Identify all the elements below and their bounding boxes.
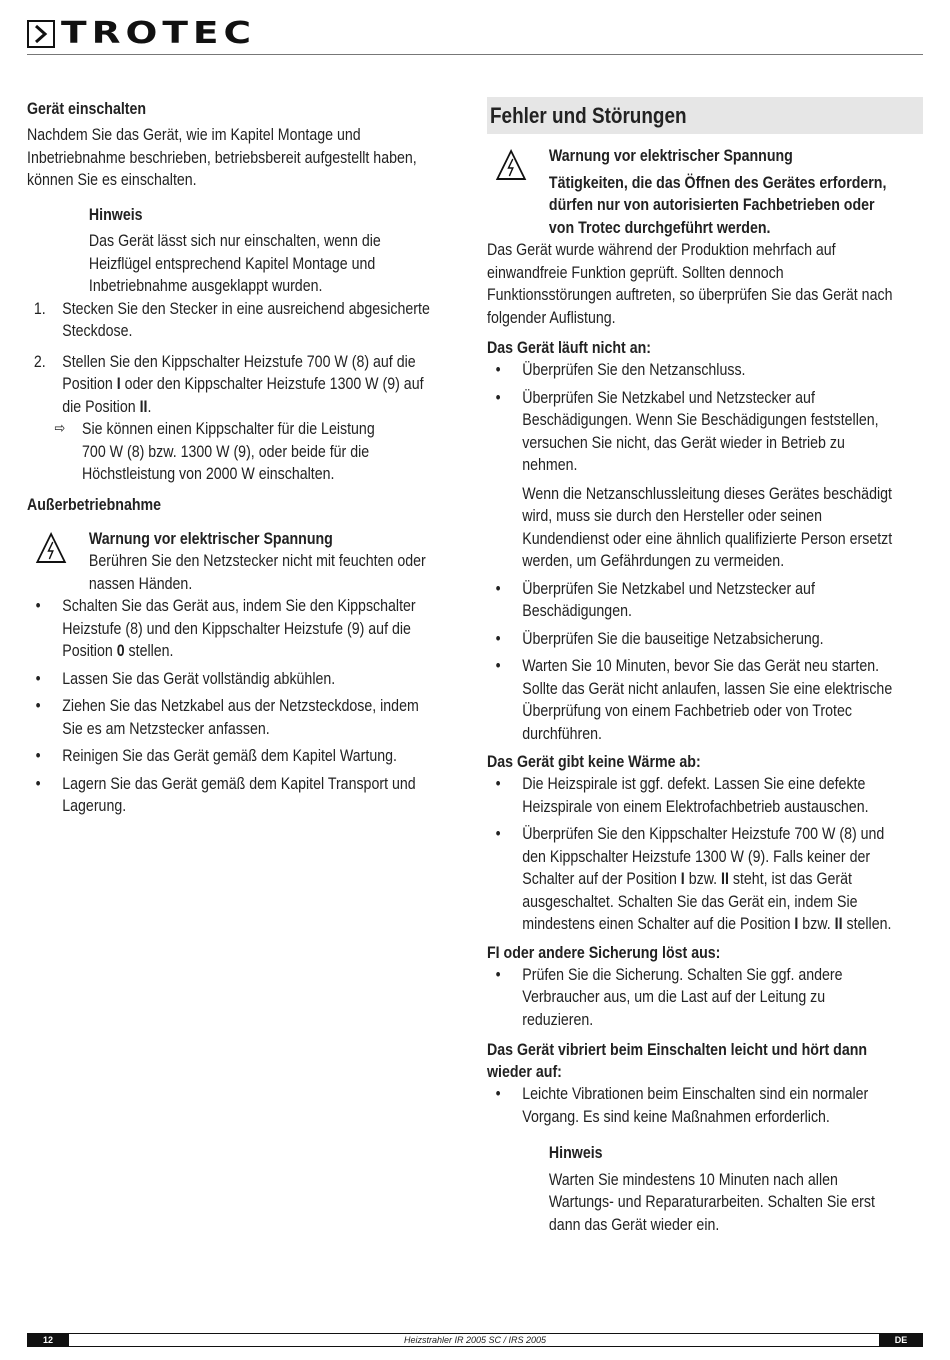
list-item: 2. Stellen Sie den Kippschalter Heizstufe 700 W (8) auf die Position I oder den Kippschalter Heizstufe 1300 W (9) auf die Position II.: [33, 352, 424, 416]
list-item: • Schalten Sie das Gerät aus, indem Sie den Kippschalter Heizstufe (8) und den Kippschalter Heizstufe (9) auf die Position 0 stellen.: [27, 595, 466, 663]
warning-box: [487, 145, 926, 239]
model-name: Heizstrahler IR 2005 SC / IRS 2005: [403, 1335, 547, 1345]
hinweis-title: Hinweis: [548, 1144, 603, 1162]
cable-replacement-note: Wenn die Netzanschlussleitung dieses Gerätes beschädigt wird, muss sie durch den Hersteller oder seinen Kundendienst oder eine ähnlich qualifizierte Person ersetzt werden, um Gefährdungen zu vermeiden.: [522, 484, 893, 570]
list-item: • Überprüfen Sie Netzkabel und Netzstecker auf Beschädigungen.: [487, 578, 926, 623]
left-column: [27, 98, 467, 818]
trouble-list-3: [487, 964, 926, 1032]
list-item: • Überprüfen Sie den Kippschalter Heizstufe 700 W (8) und den Kippschalter Heizstufe 1300 W (9). Falls keiner der Schalter auf der Position I bzw. II steht, ist das Gerät ausgeschaltet. Schalten Sie das Gerät ein, indem Sie mindestens einen Schalter auf die Position I bzw. II stellen.: [487, 823, 926, 936]
hinweis-text: Warten Sie mindestens 10 Minuten nach allen Wartungs- und Reparaturarbeiten. Schalten Sie erst dann das Gerät wieder ein.: [548, 1170, 875, 1234]
heading-ausserbetriebnahme: Außerbetriebnahme: [27, 495, 162, 514]
warning-title: Warnung vor elektrischer Spannung: [548, 147, 793, 165]
heading-laeuft-nicht-an: Das Gerät läuft nicht an:: [487, 339, 652, 357]
list-item: • Warten Sie 10 Minuten, bevor Sie das Gerät neu starten. Sollte das Gerät nicht anlaufen, lassen Sie eine elektrische Überprüfung von einem Fachbetrieb oder von Trotec durchführen.: [487, 655, 926, 745]
hinweis-title: Hinweis: [88, 205, 143, 224]
trouble-list-2: [487, 773, 926, 936]
list-item: • Leichte Vibrationen beim Einschalten sind ein normaler Vorgang. Es sind keine Maßnahmen erforderlich.: [487, 1083, 926, 1128]
heading-sicherung: FI oder andere Sicherung löst aus:: [487, 943, 721, 962]
hinweis-text: Das Gerät lässt sich nur einschalten, wenn die Heizflügel entsprechend Kapitel Montage und Inbetriebnahme ausgeklappt wurden.: [88, 232, 381, 295]
trotec-logo-mark: [27, 20, 55, 48]
right-column: [487, 145, 927, 1236]
trouble-list-1b: [487, 578, 926, 746]
section-title: Fehler und Störungen: [490, 103, 687, 128]
language-badge: DE: [879, 1333, 923, 1347]
header-divider: [27, 54, 923, 55]
heading-keine-waerme: Das Gerät gibt keine Wärme ab:: [487, 753, 701, 771]
paragraph-einschalten: Nachdem Sie das Gerät, wie im Kapitel Montage und Inbetriebnahme beschrieben, betriebsbereit aufgestellt haben, können Sie es einschalten.: [27, 126, 417, 189]
warning-text: Berühren Sie den Netzstecker nicht mit feuchten oder nassen Händen.: [88, 552, 426, 593]
warning-box: [27, 528, 466, 596]
brand-logo-text: TROTEC: [61, 16, 257, 51]
list-item: • Die Heizspirale ist ggf. defekt. Lassen Sie eine defekte Heizspirale von einem Elektrofachbetrieb austauschen.: [487, 773, 926, 818]
section-title-bar: [487, 97, 923, 134]
list-item: • Ziehen Sie das Netzkabel aus der Netzsteckdose, indem Sie es am Netzstecker anfassen.: [27, 695, 466, 740]
list-item: • Lagern Sie das Gerät gemäß dem Kapitel Transport und Lagerung.: [27, 773, 466, 818]
list-item: • Reinigen Sie das Gerät gemäß dem Kapitel Wartung.: [27, 745, 466, 768]
page-header: [27, 16, 923, 56]
list-item: • Überprüfen Sie die bauseitige Netzabsicherung.: [487, 628, 926, 651]
list-item: • Überprüfen Sie Netzkabel und Netzstecker auf Beschädigungen. Wenn Sie Beschädigungen feststellen, versuchen Sie nicht, das Gerät wieder in Betrieb zu nehmen.: [487, 387, 926, 477]
arrow-right-icon: ⇨: [54, 420, 66, 437]
electric-warning-icon: [496, 149, 527, 181]
list-item: • Überprüfen Sie den Netzanschluss.: [487, 359, 926, 382]
trouble-list-4: [487, 1083, 926, 1128]
heading-einschalten: Gerät einschalten: [27, 100, 147, 118]
shutdown-list: [27, 595, 466, 818]
hinweis-note: [27, 204, 466, 298]
page-number: 12: [27, 1333, 69, 1347]
steps-list: [27, 298, 466, 419]
warning-text: Tätigkeiten, die das Öffnen des Gerätes erfordern, dürfen nur von autorisierten Fachbetrieben oder von Trotec durchgeführt werden.: [548, 173, 887, 237]
result-note: ⇨ Sie können einen Kippschalter für die Leistung 700 W (8) bzw. 1300 W (9), oder beide für die Höchstleistung von 2000 W einschalten.: [54, 420, 375, 483]
chevron-right-icon: [32, 25, 50, 43]
warning-title: Warnung vor elektrischer Spannung: [88, 529, 333, 548]
list-item: • Prüfen Sie die Sicherung. Schalten Sie ggf. andere Verbraucher aus, um die Last auf der Leitung zu reduzieren.: [487, 964, 926, 1032]
electric-warning-icon: [36, 532, 67, 564]
list-item: 1. Stecken Sie den Stecker in eine ausreichend abgesicherte Steckdose.: [33, 299, 430, 340]
heading-vibriert: Das Gerät vibriert beim Einschalten leicht und hört dann wieder auf:: [487, 1041, 868, 1081]
list-item: • Lassen Sie das Gerät vollständig abkühlen.: [27, 668, 466, 691]
page-footer: [27, 1333, 923, 1347]
trouble-list-1: [487, 359, 926, 477]
hinweis-note: [487, 1142, 926, 1236]
intro-paragraph: Das Gerät wurde während der Produktion mehrfach auf einwandfreie Funktion geprüft. Sollten dennoch Funktionsstörungen auftreten, so überprüfen Sie das Gerät nach folgender Auflistung.: [487, 241, 893, 327]
